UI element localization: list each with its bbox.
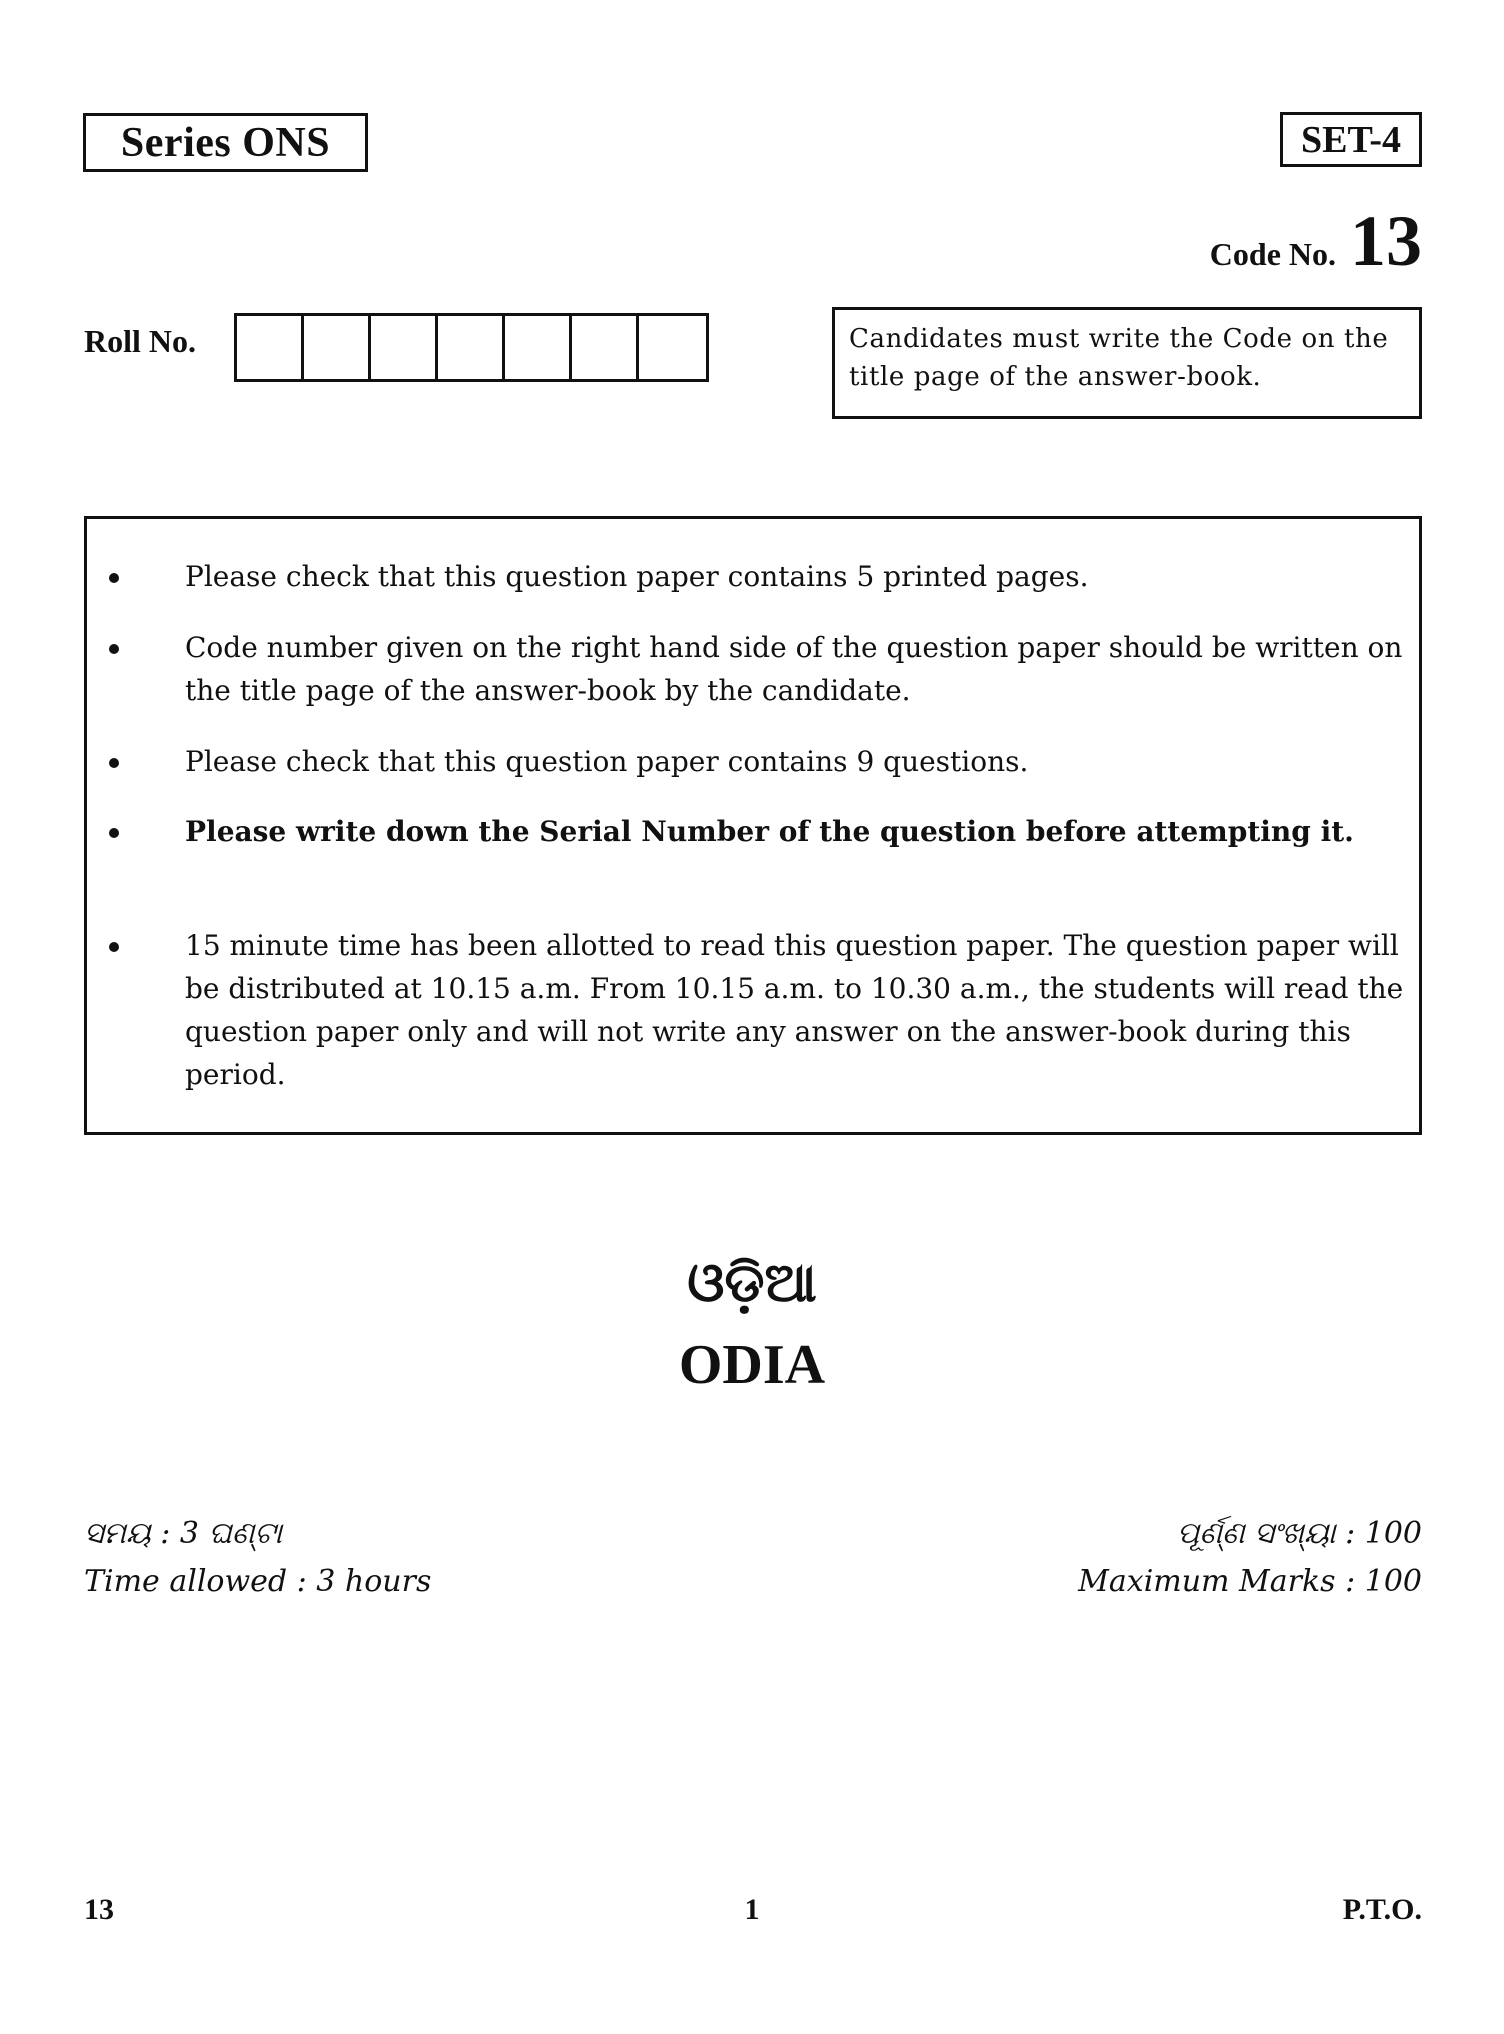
- code-value: 13: [1350, 201, 1422, 281]
- bullet-icon: [109, 942, 119, 952]
- instruction-text: Please write down the Serial Number of the question before attempting it.: [185, 815, 1354, 848]
- bullet-icon: [109, 573, 119, 583]
- series-label: [83, 113, 368, 172]
- instruction-text: Code number given on the right hand side of the question paper should be written on the title page of the answer-book by the candidate.: [185, 631, 1403, 707]
- candidate-note-box: [832, 307, 1422, 419]
- code-number: [1209, 201, 1422, 281]
- roll-number-boxes[interactable]: [234, 313, 709, 382]
- instruction-text: Please check that this question paper contains 9 questions.: [185, 745, 1029, 778]
- subject-title-odia: ଓଡ଼ିଆ: [687, 1250, 817, 1314]
- bullet-icon: [109, 644, 119, 654]
- roll-number-cell[interactable]: [237, 316, 304, 379]
- bullet-icon: [109, 758, 119, 768]
- candidate-note: Candidates must write the Code on the title page of the answer-book.: [849, 324, 1389, 392]
- bullet-icon: [109, 828, 119, 838]
- time-allowed: Time allowed : 3 hours: [84, 1564, 432, 1599]
- maximum-marks: Maximum Marks : 100: [1078, 1564, 1422, 1599]
- set-label: [1280, 112, 1422, 167]
- instruction-text: 15 minute time has been allotted to read this question paper. The question paper will be distributed at 10.15 a.m. From 10.15 a.m. to 10.30 a.m., the students will read the question paper only and will not write any answer on the answer-book during this period.: [185, 929, 1404, 1091]
- code-label: Code No.: [1209, 236, 1336, 272]
- roll-number-cell[interactable]: [639, 316, 706, 379]
- please-turn-over: P.T.O.: [1342, 1893, 1422, 1926]
- series-text: Series ONS: [120, 119, 331, 166]
- roll-number-cell[interactable]: [505, 316, 572, 379]
- instruction-text: Please check that this question paper contains 5 printed pages.: [185, 560, 1089, 593]
- page-number: 1: [744, 1893, 760, 1926]
- roll-number-label: Roll No.: [84, 323, 196, 359]
- maximum-marks-odia: ପୂର୍ଣ୍ଣ ସଂଖ୍ୟା : 100: [1176, 1516, 1422, 1551]
- roll-number-cell[interactable]: [572, 316, 639, 379]
- time-allowed-odia: ସମୟ : 3 ଘଣ୍ଟା: [84, 1516, 283, 1551]
- roll-number-cell[interactable]: [438, 316, 505, 379]
- roll-number-cell[interactable]: [371, 316, 438, 379]
- subject-title-english: ODIA: [678, 1334, 826, 1396]
- roll-number-cell[interactable]: [304, 316, 371, 379]
- footer-code: 13: [84, 1893, 114, 1926]
- instructions-box: [84, 516, 1422, 1135]
- set-text: SET-4: [1301, 118, 1401, 161]
